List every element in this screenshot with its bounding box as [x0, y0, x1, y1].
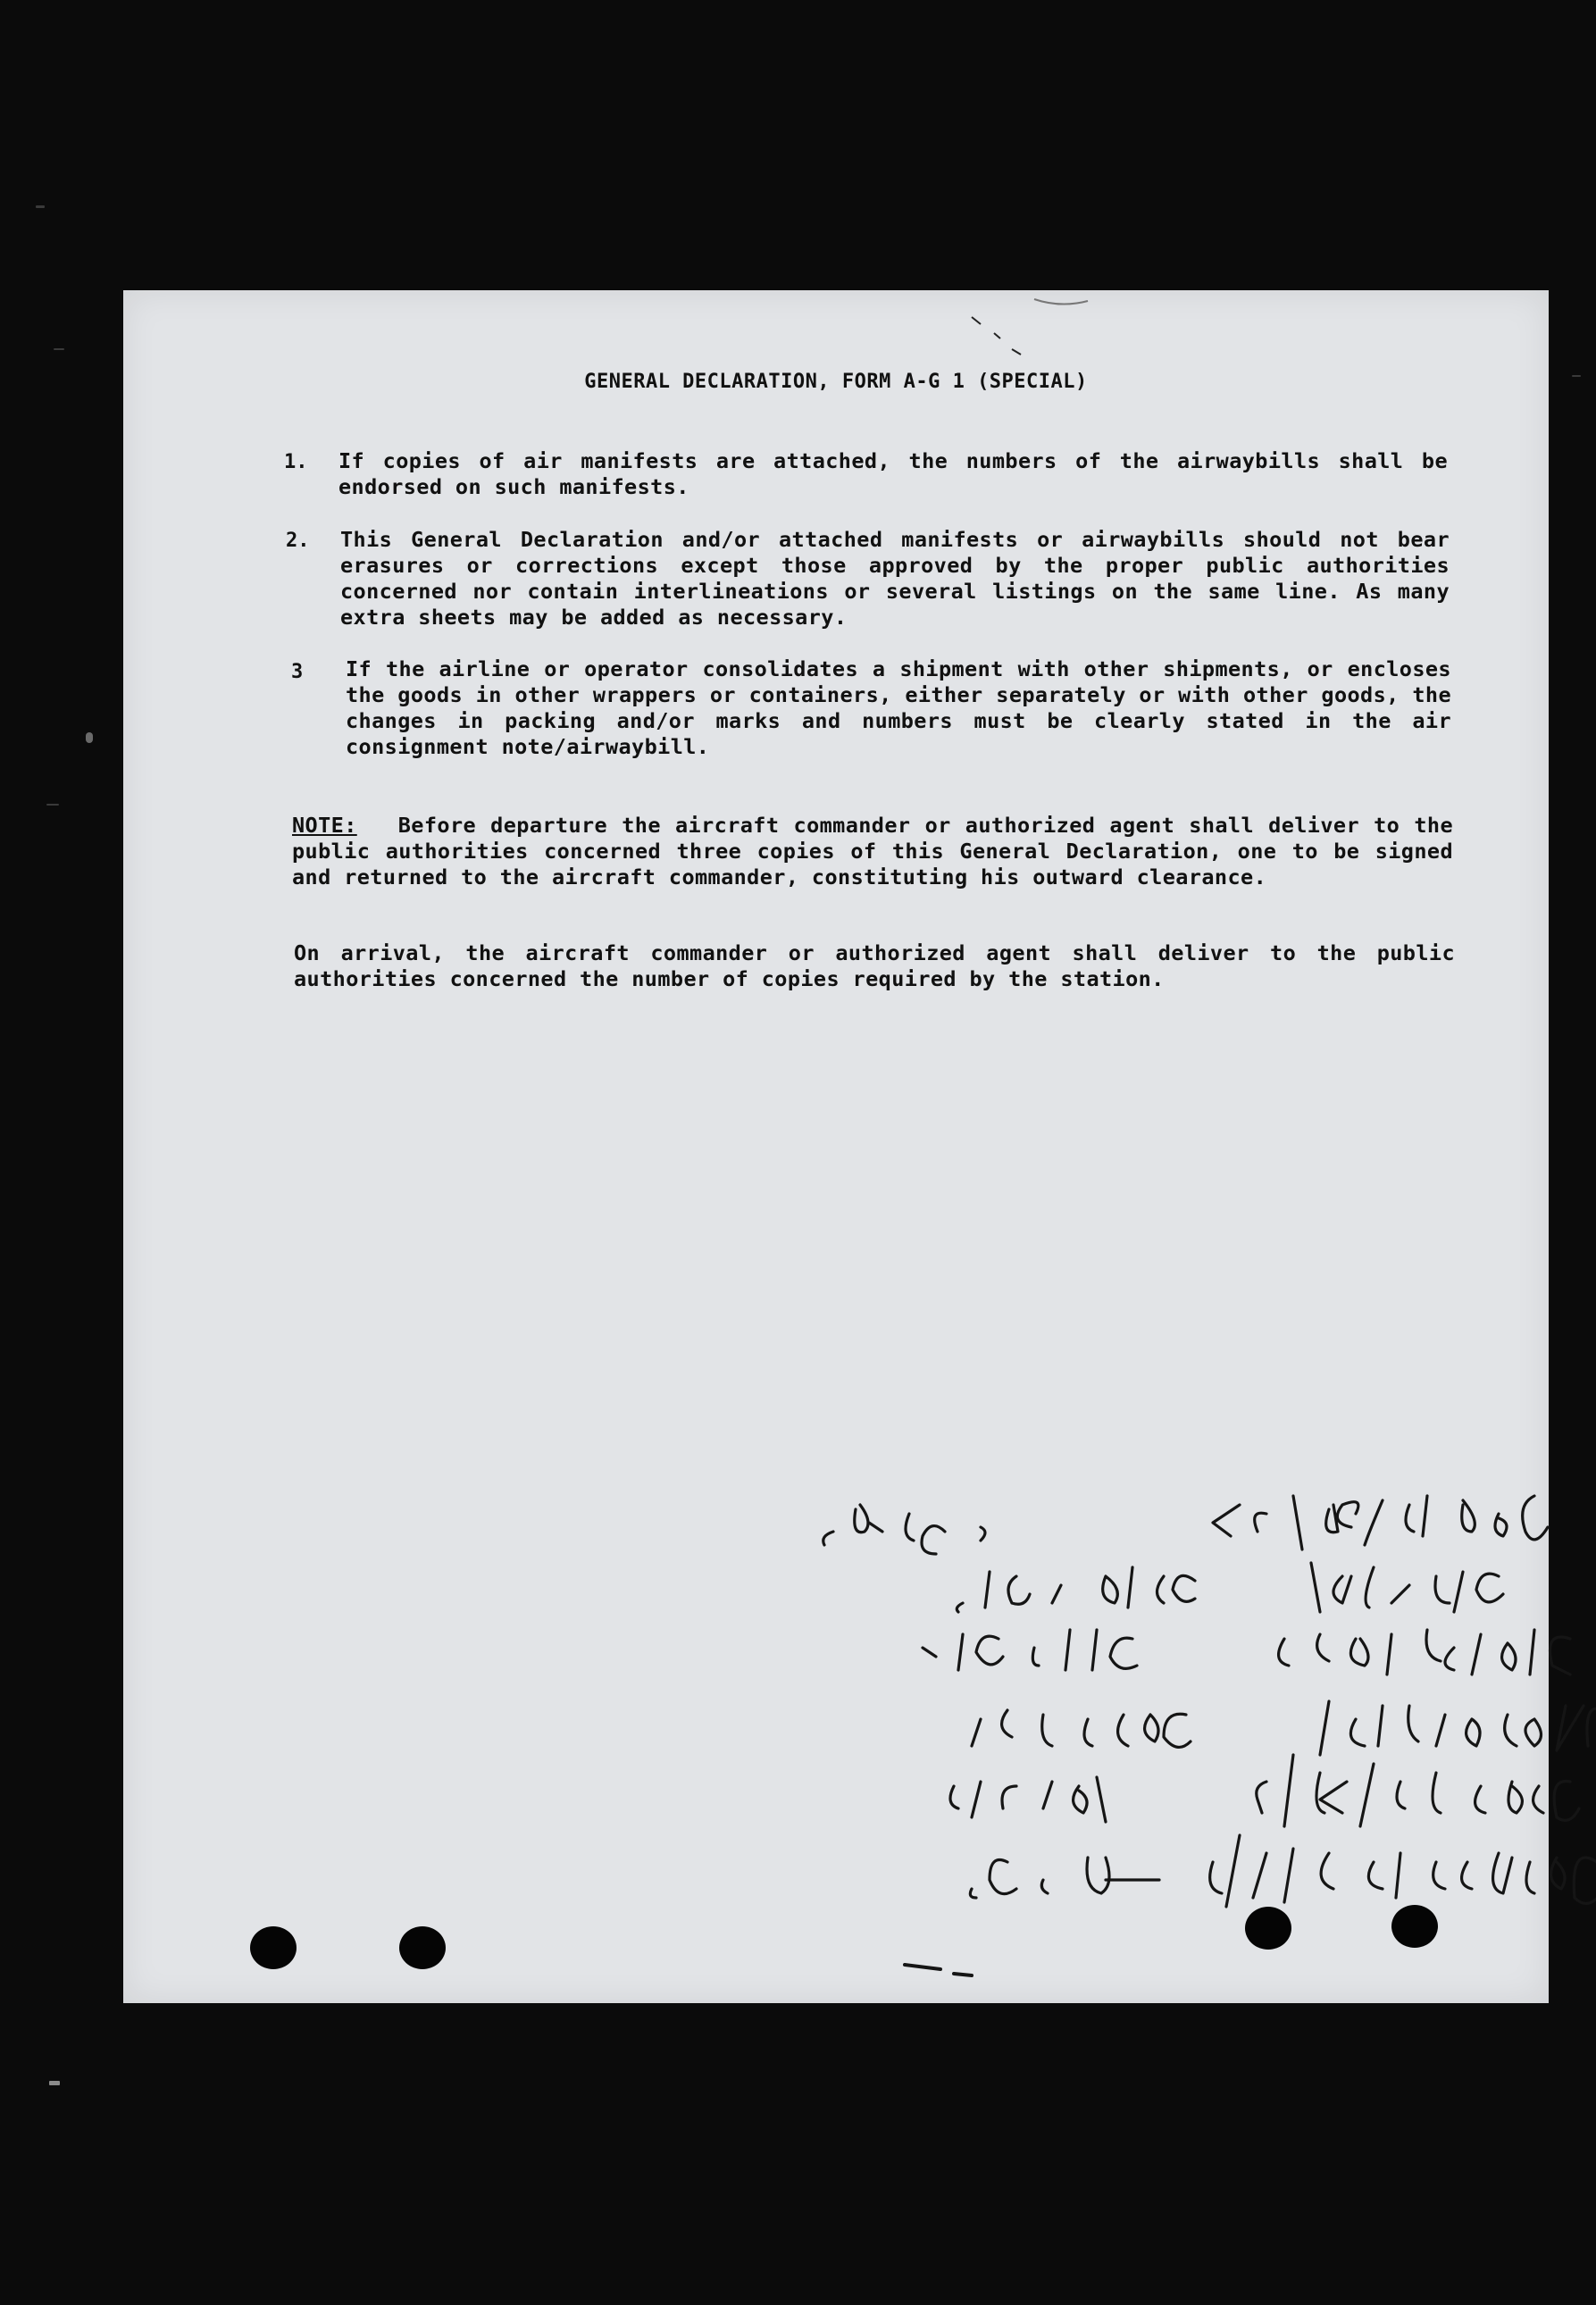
top-marks: [838, 290, 1141, 362]
scan-speck: [49, 2081, 60, 2085]
scan-speck: [86, 732, 93, 743]
scan-speck: [54, 348, 64, 350]
hole-punch: [250, 1926, 297, 1969]
document-page: [123, 290, 1549, 2003]
bleed-through: [338, 1362, 342, 1379]
note-text: Before departure the aircraft commander or authorized agent shall deliver to the public authorities concerned three copies of this General Declaration, one to be signed and returned to the aircraft commander, constituting his outward clearance.: [292, 813, 1453, 889]
item-text: If copies of air manifests are attached, the numbers of the airwaybills shall be endorsed on such manifests.: [338, 448, 1448, 499]
item-number: 1.: [284, 451, 308, 473]
item-number: 3: [291, 661, 304, 683]
arrival-paragraph: On arrival, the aircraft commander or authorized agent shall deliver to the public authorities concerned the number of copies required by the station.: [294, 940, 1455, 991]
note-paragraph: [292, 813, 1453, 890]
hole-punch: [1391, 1905, 1438, 1948]
scan-speck: [46, 804, 59, 806]
item-number: 2.: [286, 530, 310, 552]
item-text: This General Declaration and/or attached manifests or airwaybills should not bear erasures or corrections except those approved by the proper public authorities concerned nor contain interlineations or several listings on the same line. As many extra sheets may be added as necessary.: [340, 527, 1450, 630]
scan-speck: [1572, 375, 1581, 377]
handwritten-signatures: [713, 1478, 1596, 2014]
handwriting-image: [713, 1478, 1596, 2014]
item-text: If the airline or operator consolidates a shipment with other shipments, or encloses the goods in other wrappers or containers, either separately or with other goods, the changes in packing and/or marks and numbers must be clearly stated in the air consignment note/airwaybill.: [346, 656, 1451, 759]
hole-punch: [399, 1926, 446, 1969]
scan-speck: [36, 205, 45, 208]
page-title: GENERAL DECLARATION, FORM A-G 1 (SPECIAL): [584, 371, 1088, 393]
hole-punch: [1245, 1907, 1291, 1950]
note-label: NOTE:: [292, 813, 357, 838]
